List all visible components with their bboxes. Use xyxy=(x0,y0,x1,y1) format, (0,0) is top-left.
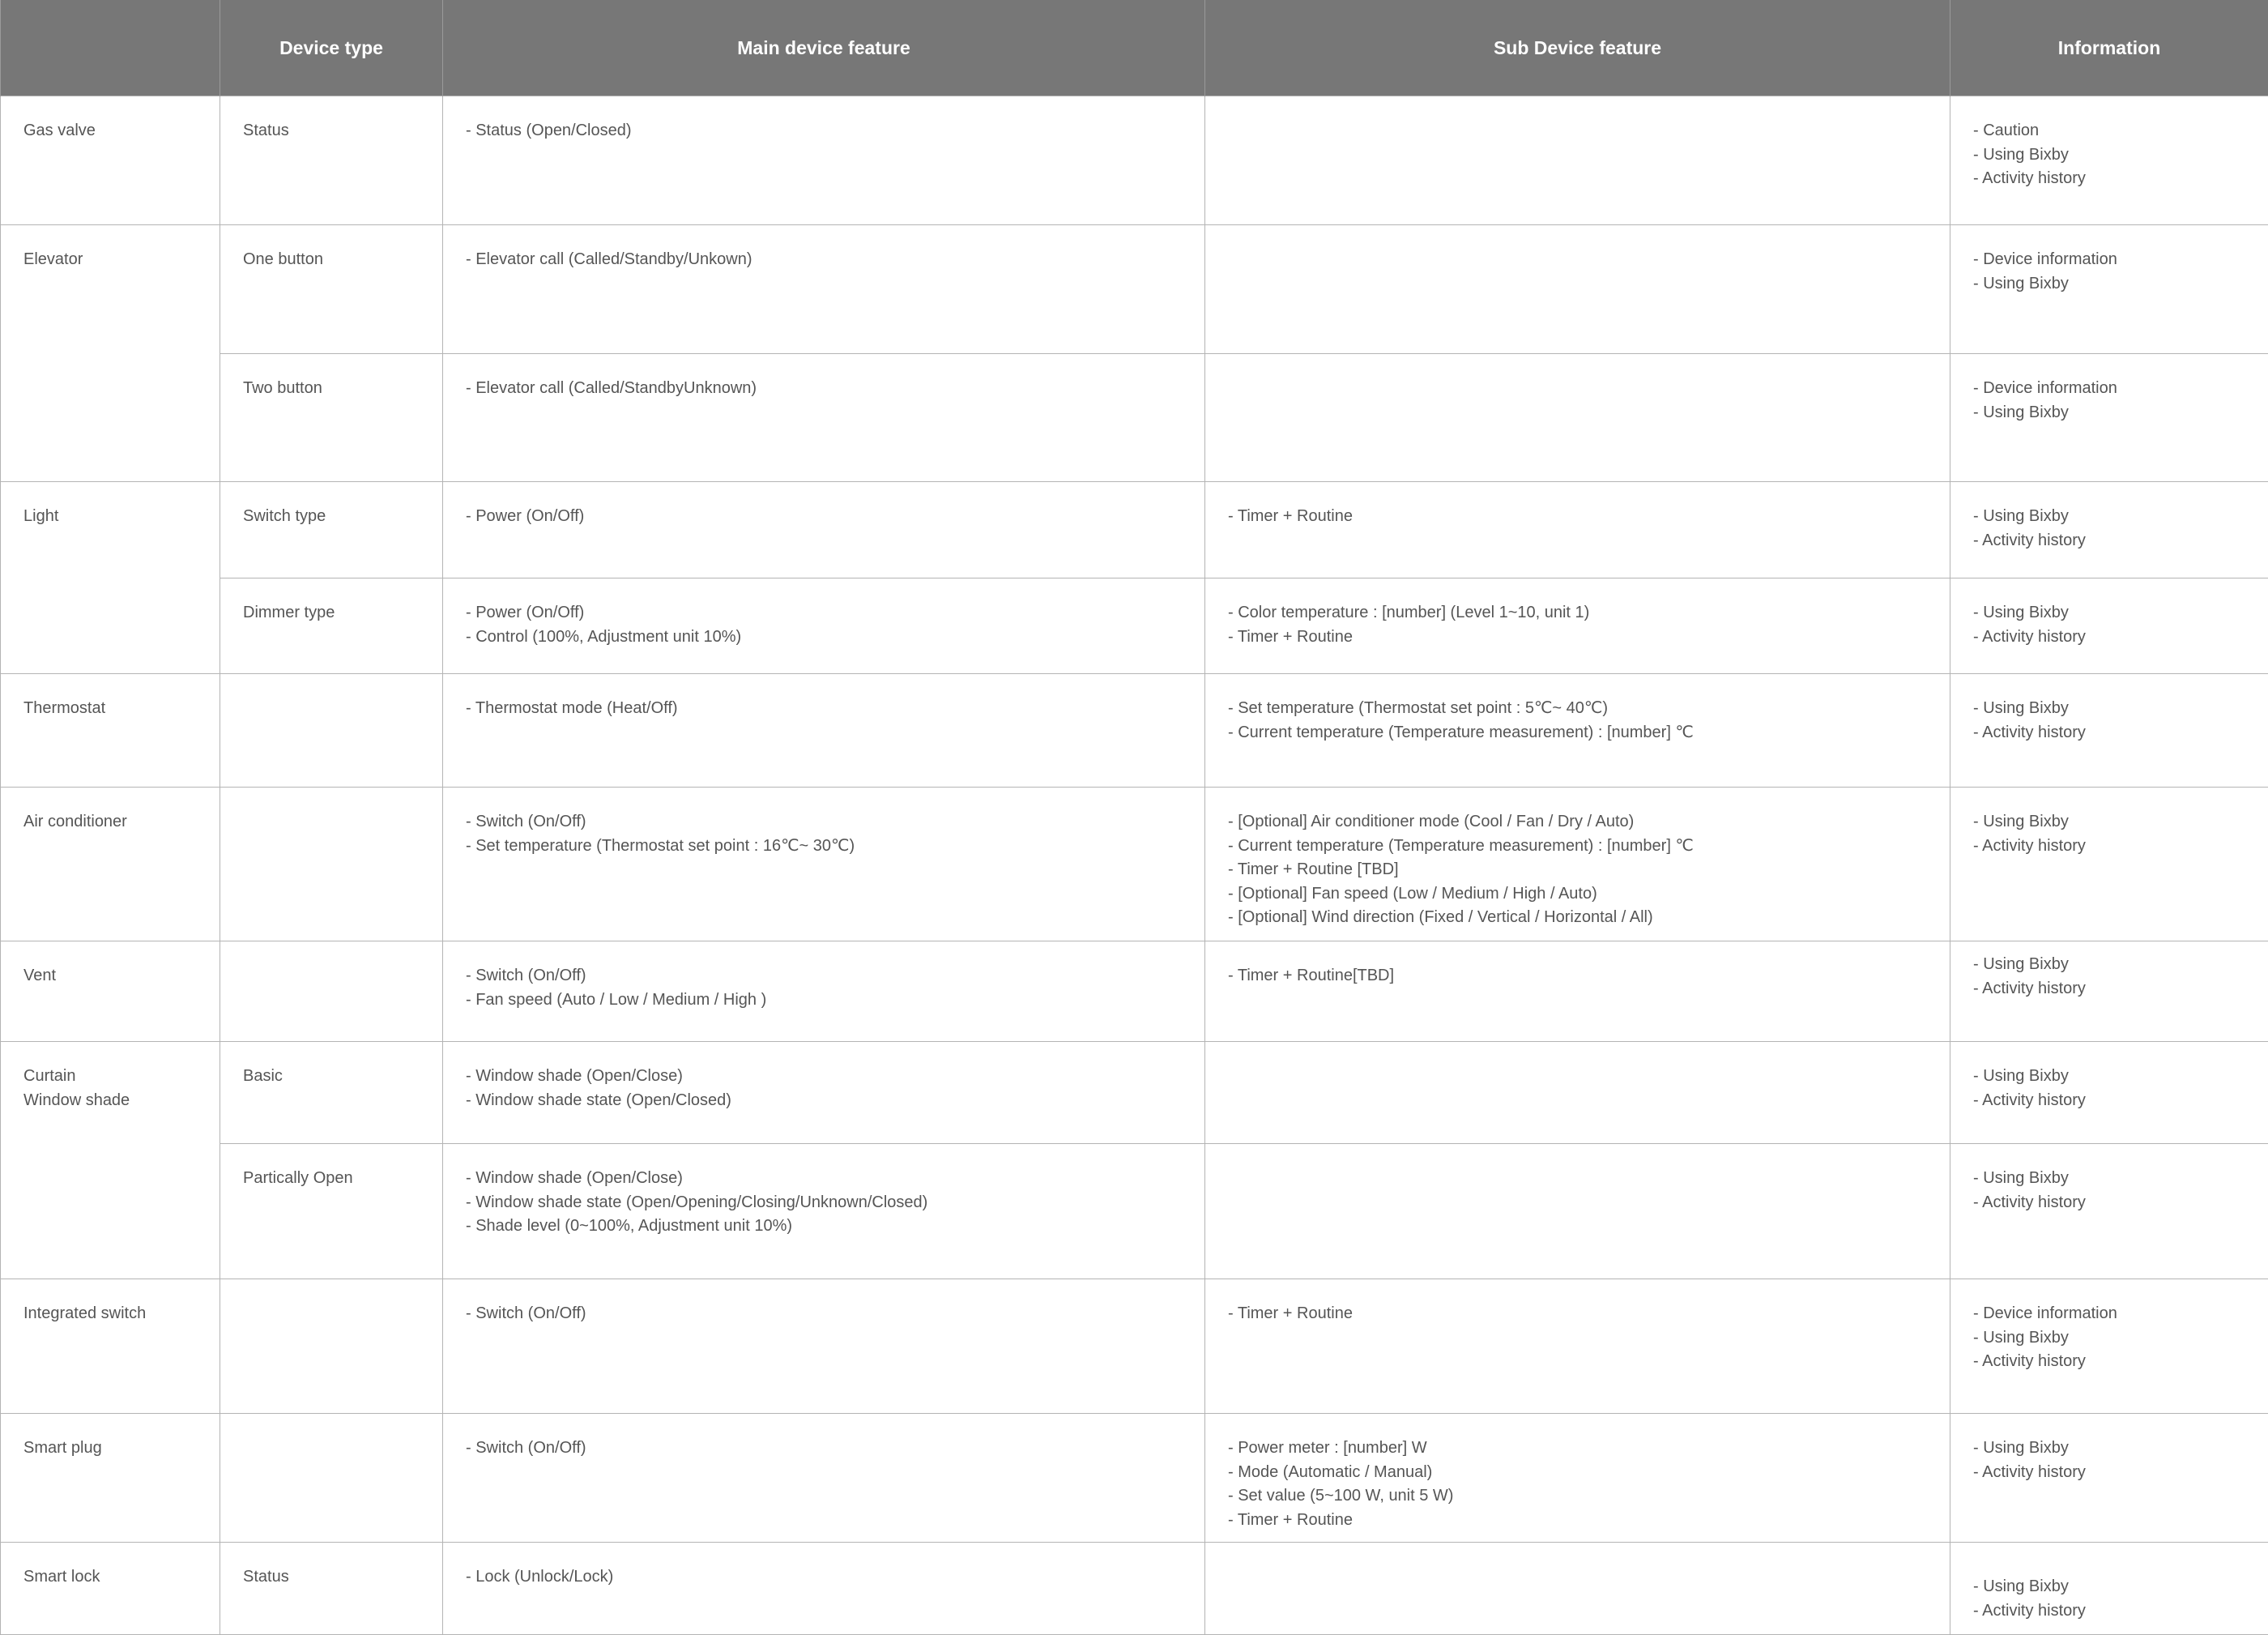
device-cell: Smart lock xyxy=(1,1543,220,1635)
information-cell: - Using Bixby - Activity history xyxy=(1950,482,2268,578)
main-feature-cell: - Power (On/Off) - Control (100%, Adjustment unit 10%) xyxy=(443,578,1205,674)
table-row xyxy=(1,788,2268,941)
device-type-cell xyxy=(220,788,443,941)
sub-feature-cell xyxy=(1205,96,1950,225)
information-cell: - Using Bixby - Activity history xyxy=(1950,674,2268,788)
device-cell: Elevator xyxy=(1,225,220,482)
device-type-cell: Two button xyxy=(220,354,443,482)
sub-feature-cell: - Timer + Routine xyxy=(1205,482,1950,578)
main-feature-cell: - Status (Open/Closed) xyxy=(443,96,1205,225)
header-main-feature: Main device feature xyxy=(443,0,1205,96)
device-cell: Gas valve xyxy=(1,96,220,225)
table-row xyxy=(1,1042,2268,1144)
sub-feature-cell: - Color temperature : [number] (Level 1~10, unit 1) - Timer + Routine xyxy=(1205,578,1950,674)
device-type-cell xyxy=(220,674,443,788)
main-feature-cell: - Switch (On/Off) xyxy=(443,1414,1205,1543)
device-type-cell: One button xyxy=(220,225,443,354)
device-type-cell: Switch type xyxy=(220,482,443,578)
sub-feature-cell: - Timer + Routine[TBD] xyxy=(1205,941,1950,1042)
information-cell: - Using Bixby - Activity history xyxy=(1950,1042,2268,1144)
information-cell: - Using Bixby - Activity history xyxy=(1950,1414,2268,1543)
table-row xyxy=(1,941,2268,1042)
information-cell: - Using Bixby - Activity history xyxy=(1950,788,2268,941)
sub-feature-cell xyxy=(1205,354,1950,482)
information-cell: - Device information - Using Bixby xyxy=(1950,225,2268,354)
device-type-cell xyxy=(220,941,443,1042)
main-feature-cell: - Switch (On/Off) xyxy=(443,1279,1205,1414)
table-row xyxy=(1,96,2268,225)
table-row xyxy=(1,1279,2268,1414)
device-cell: Integrated switch xyxy=(1,1279,220,1414)
header-information: Information xyxy=(1950,0,2268,96)
device-type-cell: Partically Open xyxy=(220,1144,443,1279)
device-cell: Curtain Window shade xyxy=(1,1042,220,1279)
device-cell: Thermostat xyxy=(1,674,220,788)
main-feature-cell: - Window shade (Open/Close) - Window shade state (Open/Closed) xyxy=(443,1042,1205,1144)
header-device-type: Device type xyxy=(220,0,443,96)
device-type-cell: Status xyxy=(220,96,443,225)
sub-feature-cell xyxy=(1205,1144,1950,1279)
device-cell: Air conditioner xyxy=(1,788,220,941)
table-row xyxy=(1,578,2268,674)
table-row xyxy=(1,1414,2268,1543)
information-cell: - Using Bixby - Activity history xyxy=(1950,578,2268,674)
main-feature-cell: - Switch (On/Off) - Fan speed (Auto / Low / Medium / High ) xyxy=(443,941,1205,1042)
sub-feature-cell: - [Optional] Air conditioner mode (Cool / Fan / Dry / Auto) - Current temperature (Temperature measurement) : [number] ℃ - Timer + Routine [TBD] - [Optional] Fan speed (Low / Medium / High / Auto) - [Optional] Wind direction (Fixed / Vertical / Horizontal / All) xyxy=(1205,788,1950,941)
information-cell: - Using Bixby - Activity history xyxy=(1950,1144,2268,1279)
main-feature-cell: - Elevator call (Called/StandbyUnknown) xyxy=(443,354,1205,482)
sub-feature-cell: - Power meter : [number] W - Mode (Automatic / Manual) - Set value (5~100 W, unit 5 W) - Timer + Routine xyxy=(1205,1414,1950,1543)
device-type-cell: Basic xyxy=(220,1042,443,1144)
device-type-cell: Status xyxy=(220,1543,443,1635)
main-feature-cell: - Power (On/Off) xyxy=(443,482,1205,578)
table-row xyxy=(1,674,2268,788)
main-feature-cell: - Window shade (Open/Close) - Window shade state (Open/Opening/Closing/Unknown/Closed) - Shade level (0~100%, Adjustment unit 10%) xyxy=(443,1144,1205,1279)
device-cell: Light xyxy=(1,482,220,674)
table-row xyxy=(1,1543,2268,1635)
main-feature-cell: - Elevator call (Called/Standby/Unkown) xyxy=(443,225,1205,354)
device-type-cell xyxy=(220,1414,443,1543)
information-cell: - Using Bixby - Activity history xyxy=(1950,941,2268,1042)
device-cell: Vent xyxy=(1,941,220,1042)
main-feature-cell: - Thermostat mode (Heat/Off) xyxy=(443,674,1205,788)
sub-feature-cell xyxy=(1205,225,1950,354)
sub-feature-cell: - Set temperature (Thermostat set point : 5℃~ 40℃) - Current temperature (Temperature measurement) : [number] ℃ xyxy=(1205,674,1950,788)
header-row xyxy=(1,0,2268,96)
main-feature-cell: - Switch (On/Off) - Set temperature (Thermostat set point : 16℃~ 30℃) xyxy=(443,788,1205,941)
sub-feature-cell xyxy=(1205,1042,1950,1144)
header-sub-feature: Sub Device feature xyxy=(1205,0,1950,96)
table-row xyxy=(1,225,2268,354)
information-cell: - Device information - Using Bixby xyxy=(1950,354,2268,482)
sub-feature-cell: - Timer + Routine xyxy=(1205,1279,1950,1414)
information-cell: - Caution - Using Bixby - Activity history xyxy=(1950,96,2268,225)
header-device xyxy=(1,0,220,96)
table-row xyxy=(1,1144,2268,1279)
information-cell: - Using Bixby - Activity history xyxy=(1950,1543,2268,1635)
sub-feature-cell xyxy=(1205,1543,1950,1635)
table-row xyxy=(1,482,2268,578)
device-type-cell xyxy=(220,1279,443,1414)
device-type-cell: Dimmer type xyxy=(220,578,443,674)
device-cell: Smart plug xyxy=(1,1414,220,1543)
table-row xyxy=(1,354,2268,482)
information-cell: - Device information - Using Bixby - Activity history xyxy=(1950,1279,2268,1414)
main-feature-cell: - Lock (Unlock/Lock) xyxy=(443,1543,1205,1635)
